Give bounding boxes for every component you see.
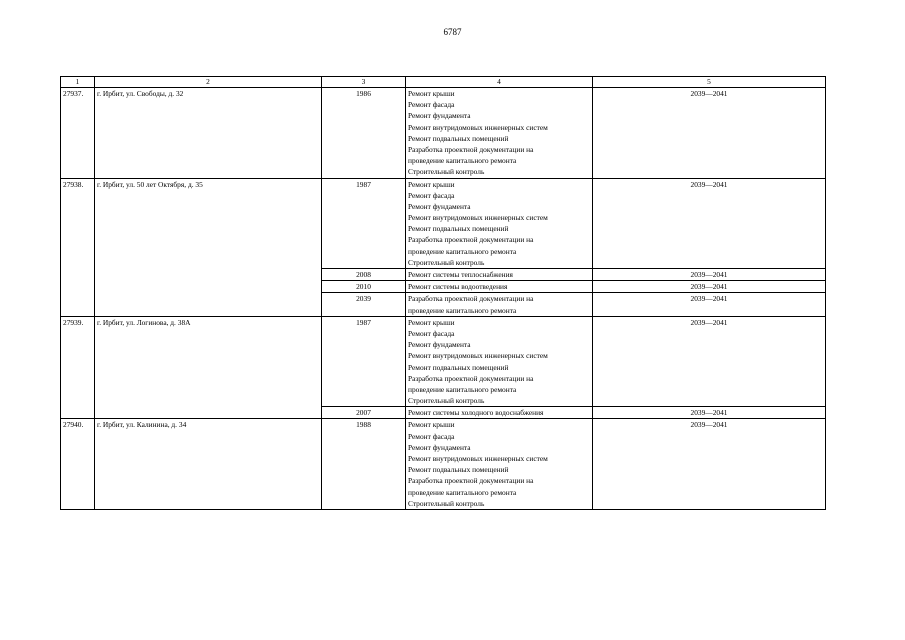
- work-item: проведение капитального ремонта: [408, 305, 517, 315]
- work-item: Ремонт фасада: [408, 328, 455, 338]
- work-item: Ремонт подвальных помещений: [408, 465, 509, 475]
- header-row: [61, 77, 826, 88]
- table-row: [61, 88, 826, 179]
- row-number: 27940.: [61, 419, 95, 510]
- table-row: [61, 316, 826, 407]
- work-item: Ремонт внутридомовых инженерных систем: [408, 122, 548, 132]
- works-cell: [406, 88, 593, 179]
- work-item: Ремонт системы водоотведения: [408, 282, 508, 292]
- repair-schedule-table: [60, 76, 826, 510]
- work-item: Ремонт фундамента: [408, 111, 471, 121]
- work-item: проведение капитального ремонта: [408, 487, 517, 497]
- page-number: 6787: [443, 27, 462, 37]
- column-header: 5: [593, 77, 826, 88]
- work-item: Ремонт крыши: [408, 420, 455, 430]
- work-item: Разработка проектной документации на: [408, 476, 534, 486]
- work-item: Строительный контроль: [408, 396, 485, 406]
- address-cell: г. Ирбит, ул. Логинова, д. 38А: [95, 316, 322, 419]
- work-item: Ремонт системы теплоснабжения: [408, 270, 513, 279]
- work-item: проведение капитального ремонта: [408, 156, 517, 166]
- work-item: Ремонт фасада: [408, 190, 455, 200]
- term-cell: 2039—2041: [593, 281, 826, 293]
- term-cell: 2039—2041: [593, 419, 826, 510]
- work-item: Разработка проектной документации на: [408, 294, 534, 304]
- year-cell: 2008: [322, 269, 406, 281]
- work-item: Ремонт фасада: [408, 431, 455, 441]
- year-cell: 1987: [322, 316, 406, 407]
- work-item: Ремонт фундамента: [408, 442, 471, 452]
- works-cell: [406, 407, 593, 419]
- work-item: Строительный контроль: [408, 167, 485, 177]
- address-cell: г. Ирбит, ул. Свободы, д. 32: [95, 88, 322, 179]
- work-item: Ремонт крыши: [408, 317, 455, 327]
- work-item: Ремонт фундамента: [408, 340, 471, 350]
- year-cell: 2039: [322, 293, 406, 316]
- work-item: Ремонт подвальных помещений: [408, 133, 509, 143]
- term-cell: 2039—2041: [593, 407, 826, 419]
- work-item: Ремонт внутридомовых инженерных систем: [408, 351, 548, 361]
- address-cell: г. Ирбит, ул. 50 лет Октября, д. 35: [95, 178, 322, 316]
- works-cell: [406, 316, 593, 407]
- work-item: Ремонт фундамента: [408, 201, 471, 211]
- year-cell: 1988: [322, 419, 406, 510]
- work-item: Ремонт внутридомовых инженерных систем: [408, 454, 548, 464]
- works-cell: [406, 269, 593, 281]
- works-cell: [406, 293, 593, 316]
- term-cell: 2039—2041: [593, 316, 826, 407]
- year-cell: 1986: [322, 88, 406, 179]
- table-row: [61, 419, 826, 510]
- column-header: 4: [406, 77, 593, 88]
- term-cell: 2039—2041: [593, 178, 826, 269]
- work-item: Строительный контроль: [408, 498, 485, 508]
- row-number: 27937.: [61, 88, 95, 179]
- term-cell: 2039—2041: [593, 293, 826, 316]
- work-item: Разработка проектной документации на: [408, 373, 534, 383]
- work-item: Ремонт фасада: [408, 100, 455, 110]
- work-item: Ремонт внутридомовых инженерных систем: [408, 213, 548, 223]
- address-cell: г. Ирбит, ул. Калинина, д. 34: [95, 419, 322, 510]
- work-item: Ремонт крыши: [408, 179, 455, 189]
- work-item: Строительный контроль: [408, 257, 485, 267]
- work-item: Разработка проектной документации на: [408, 235, 534, 245]
- work-item: Ремонт системы холодного водоснабжения: [408, 408, 544, 418]
- term-cell: 2039—2041: [593, 88, 826, 179]
- work-item: проведение капитального ремонта: [408, 384, 517, 394]
- table-row: [61, 178, 826, 269]
- works-cell: [406, 419, 593, 510]
- row-number: 27938.: [61, 178, 95, 316]
- work-item: Ремонт подвальных помещений: [408, 362, 509, 372]
- works-cell: [406, 281, 593, 293]
- column-header: 1: [61, 77, 95, 88]
- works-cell: [406, 178, 593, 269]
- work-item: Ремонт крыши: [408, 89, 455, 98]
- term-cell: 2039—2041: [593, 269, 826, 281]
- work-item: Разработка проектной документации на: [408, 144, 534, 154]
- year-cell: 2007: [322, 407, 406, 419]
- column-header: 3: [322, 77, 406, 88]
- row-number: 27939.: [61, 316, 95, 419]
- work-item: проведение капитального ремонта: [408, 246, 517, 256]
- work-item: Ремонт подвальных помещений: [408, 224, 509, 234]
- column-header: 2: [95, 77, 322, 88]
- year-cell: 2010: [322, 281, 406, 293]
- year-cell: 1987: [322, 178, 406, 269]
